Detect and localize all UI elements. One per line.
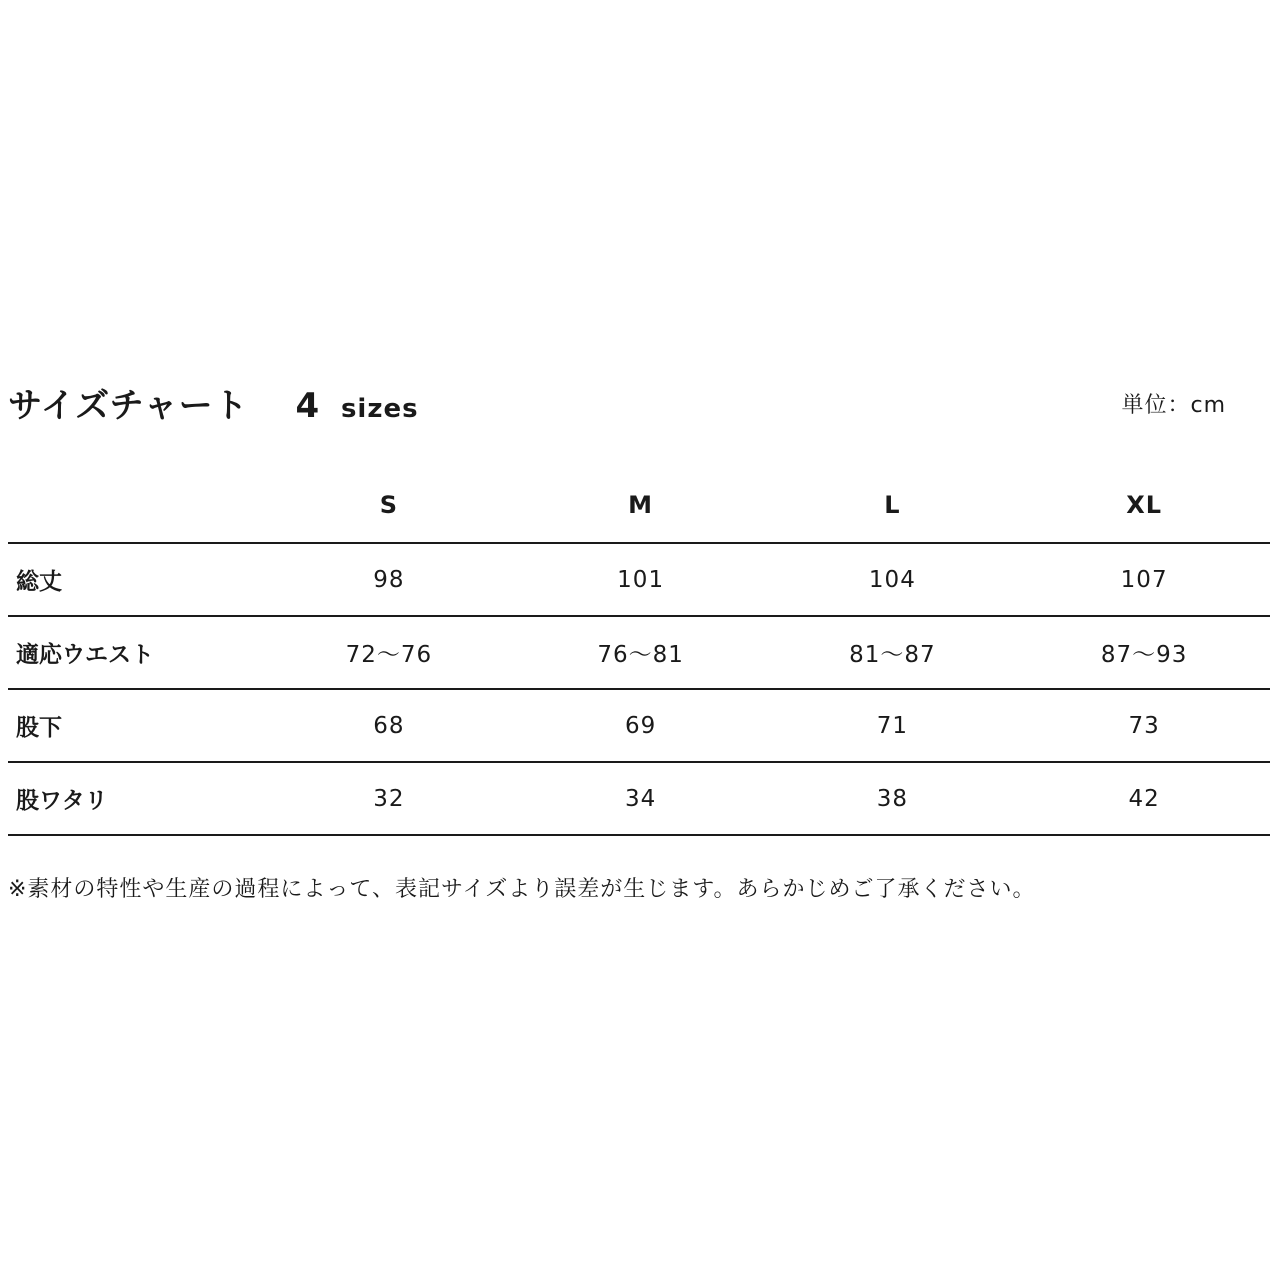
- column-header: M: [628, 491, 654, 519]
- table-cell: 101: [617, 566, 665, 593]
- table-cell: 34: [624, 785, 657, 812]
- column-header: L: [884, 491, 901, 519]
- column-header: XL: [1126, 491, 1163, 519]
- size-count-label: sizes: [340, 394, 419, 424]
- page-title: [8, 378, 419, 427]
- row-label: 股ワタリ: [16, 788, 108, 814]
- table-cell: 32: [373, 785, 405, 812]
- table-cell: 104: [868, 566, 916, 593]
- row-label: 総丈: [16, 569, 62, 595]
- table-cell: 38: [876, 785, 909, 812]
- table-cell: 72〜76: [345, 642, 433, 668]
- table-cell: 98: [373, 566, 405, 593]
- table-cell: 73: [1128, 712, 1160, 739]
- table-row: [8, 690, 1270, 763]
- unit-label: 単位：cm: [1121, 393, 1226, 418]
- table-cell: 76〜81: [597, 642, 684, 668]
- table-cell: 107: [1120, 566, 1168, 593]
- size-count: [295, 386, 418, 426]
- table-cell: 42: [1128, 785, 1160, 812]
- table-cell: 68: [373, 712, 405, 739]
- disclaimer-note: ※素材の特性や生産の過程によって、表記サイズより誤差が生じます。あらかじめご了承ください。: [8, 877, 1036, 902]
- table-cell: 71: [876, 712, 909, 739]
- table-row: [8, 617, 1270, 690]
- column-header: S: [379, 491, 399, 519]
- table-cell: 87〜93: [1100, 642, 1188, 668]
- table-header-row: [8, 468, 1270, 544]
- table-row: [8, 544, 1270, 617]
- table-row: [8, 763, 1270, 836]
- size-count-number: 4: [295, 386, 321, 426]
- title-main: サイズチャート: [8, 386, 249, 426]
- row-label: 股下: [16, 715, 62, 741]
- table-cell: 81〜87: [849, 642, 936, 668]
- row-label: 適応ウエスト: [16, 642, 154, 668]
- size-table: [8, 468, 1270, 836]
- table-cell: 69: [624, 712, 657, 739]
